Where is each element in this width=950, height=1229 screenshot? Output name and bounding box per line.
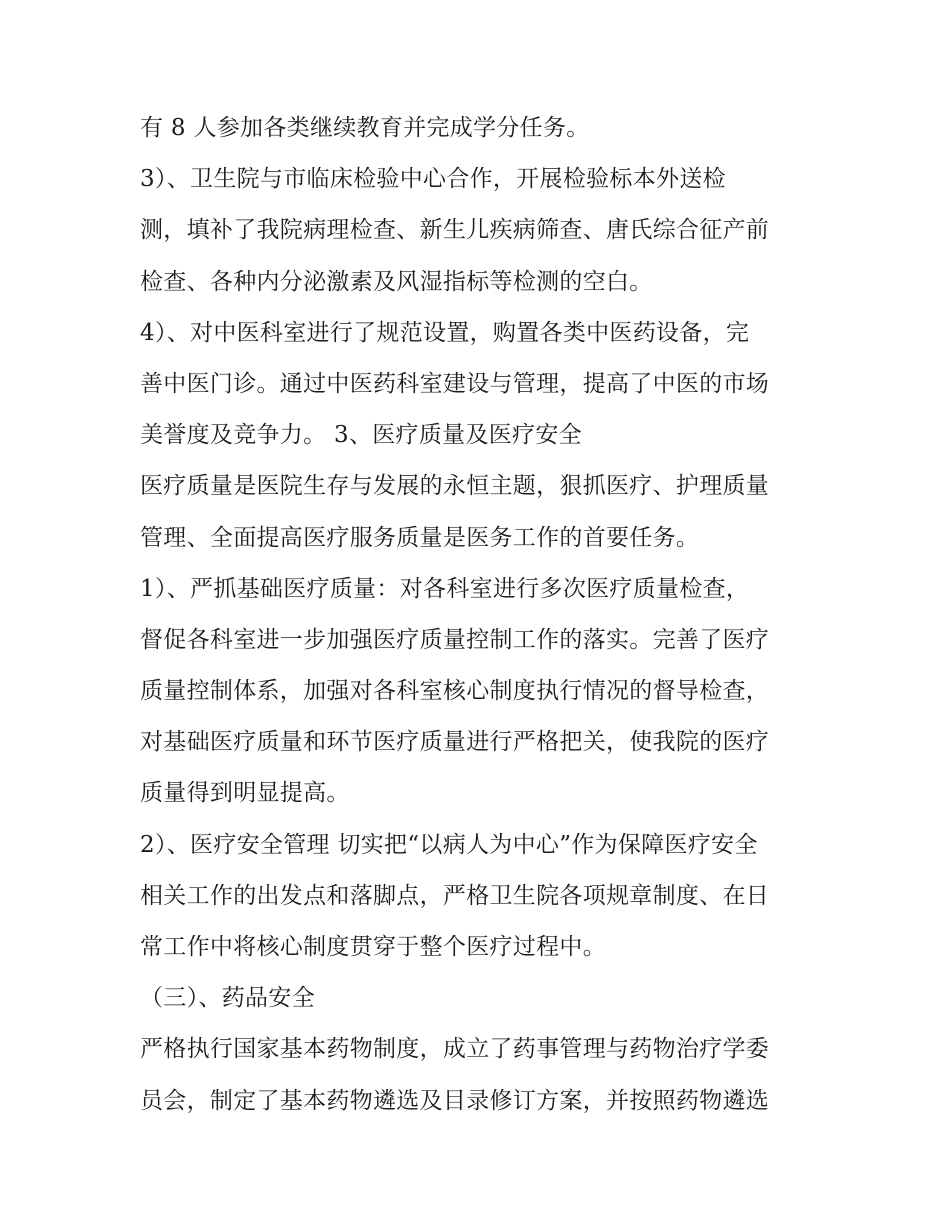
text-line: 4）、对中医科室进行了规范设置，购置各类中医药设备，完: [140, 319, 750, 346]
text-line: 有 8 人参加各类继续教育并完成学分任务。: [140, 115, 590, 141]
text-line: 善中医门诊。通过中医药科室建设与管理，提高了中医的市场: [140, 370, 770, 397]
text-line: 3）、卫生院与市临床检验中心合作，开展检验标本外送检: [140, 166, 726, 193]
text-line: 质量控制体系，加强对各科室核心制度执行情况的督导检查，: [140, 678, 770, 705]
text-line: 严格执行国家基本药物制度，成立了药事管理与药物治疗学委: [140, 1036, 770, 1063]
text-line: 员会，制定了基本药物遴选及目录修订方案，并按照药物遴选: [140, 1087, 770, 1114]
text-line: 测，填补了我院病理检查、新生儿疾病筛查、唐氏综合征产前: [140, 217, 770, 244]
text-line: （三）、药品安全: [140, 985, 315, 1012]
text-line: 对基础医疗质量和环节医疗质量进行严格把关，使我院的医疗: [140, 729, 770, 756]
text-line: 医疗质量是医院生存与发展的永恒主题，狠抓医疗、护理质量: [140, 473, 770, 500]
text-line: 美誉度及竞争力。 3、医疗质量及医疗安全: [140, 422, 582, 449]
document-body: [140, 108, 830, 1132]
text-line: 督促各科室进一步加强医疗质量控制工作的落实。完善了医疗: [140, 626, 770, 653]
text-line: 检查、各种内分泌激素及风湿指标等检测的空白。: [140, 268, 653, 295]
text-line: 相关工作的出发点和落脚点，严格卫生院各项规章制度、在日: [140, 882, 770, 909]
text-line: 管理、全面提高医疗服务质量是医务工作的首要任务。: [140, 524, 700, 551]
text-line: 2）、医疗安全管理 切实把“以病人为中心”作为保障医疗安全: [140, 831, 758, 858]
text-line: 1）、严抓基础医疗质量：对各科室进行多次医疗质量检查，: [140, 575, 750, 602]
text-line: 常工作中将核心制度贯穿于整个医疗过程中。: [140, 934, 606, 960]
text-line: 质量得到明显提高。: [140, 780, 350, 807]
